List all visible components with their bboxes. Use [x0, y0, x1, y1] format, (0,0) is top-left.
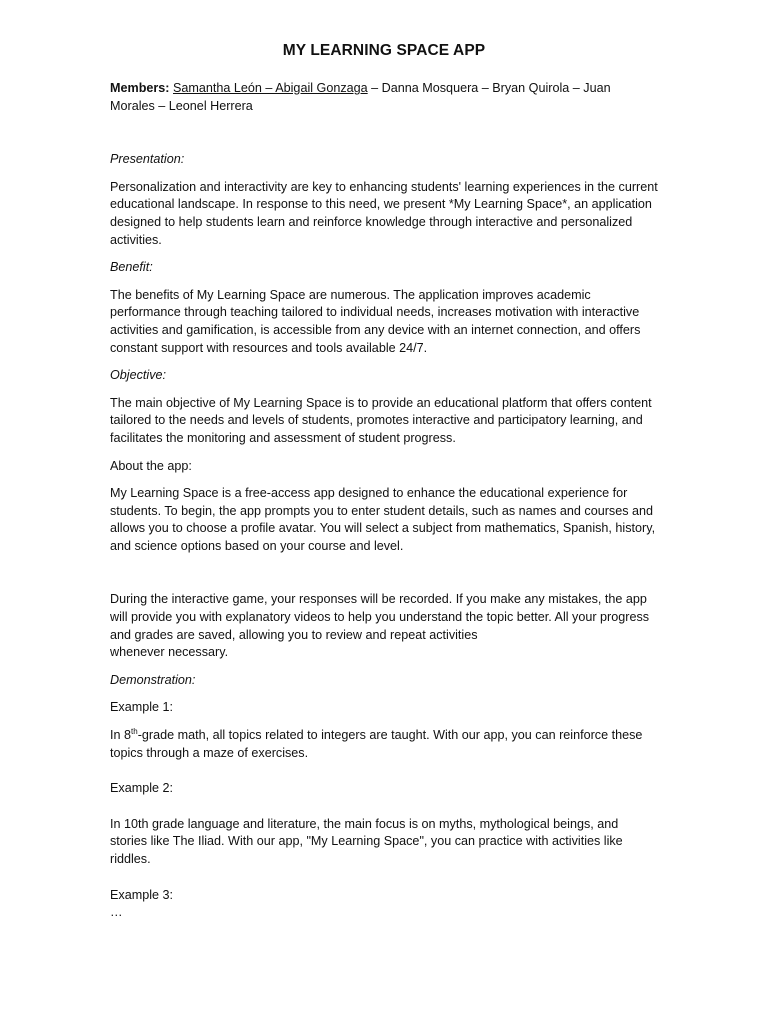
presentation-body: Personalization and interactivity are key to enhancing students' learning experiences in the current educational landscape. In response to this need, we present *My Learning Space*, an application designed to help students learn and reinforce knowledge through interactive and personalized activities. [110, 179, 658, 247]
about-body-2-line-1: During the interactive game, your responses will be recorded. If you make any mistakes, the app will provide you with explanatory videos to help you understand the topic better. All your progress and grades are saved, allowing you to review and repeat activities [110, 592, 650, 642]
members-other-names: – Danna Mosquera – Bryan Quirola – Juan Morales – Leonel Herrera [110, 81, 611, 113]
about-heading: About the app: [110, 458, 192, 473]
benefit-heading: Benefit: [110, 260, 153, 275]
example-1-label: Example 1: [110, 700, 173, 715]
example-2-label: Example 2: [110, 781, 173, 796]
document-page [110, 40, 658, 932]
example-1-post: -grade math, all topics related to integers are taught. With our app, you can reinforce these topics through a maze of exercises. [110, 728, 643, 760]
document-title: MY LEARNING SPACE APP [282, 42, 486, 59]
members-label: Members: [110, 81, 170, 95]
demonstration-heading: Demonstration: [110, 672, 196, 687]
example-1-sup: th [131, 726, 138, 736]
ellipsis: … [110, 905, 123, 920]
members-underlined-names: Samantha León – Abigail Gonzaga [173, 81, 368, 95]
about-body-1: My Learning Space is a free-access app designed to enhance the educational experience for students. To begin, the app prompts you to enter student details, such as names and courses and allows you to choose a profile avatar. You will select a subject from mathematics, Spanish, history, and science options based on your course and level. [110, 486, 656, 553]
example-3-label: Example 3: [110, 887, 173, 902]
example-2-body: In 10th grade language and literature, the main focus is on myths, mythological beings, and stories like The Iliad. With our app, "My Learning Space", you can practice with activities like riddles. [110, 816, 623, 866]
members-line [110, 80, 658, 115]
benefit-body: The benefits of My Learning Space are numerous. The application improves academic performance through teaching tailored to individual needs, increases motivation with interactive activities and gamification, is accessible from any device with an internet connection, and offers constant support with resources and tools available 24/7. [110, 287, 641, 355]
about-body-2-line-2: whenever necessary. [110, 645, 229, 660]
presentation-heading: Presentation: [110, 152, 185, 167]
objective-body: The main objective of My Learning Space is to provide an educational platform that offers content tailored to the needs and levels of students, promotes interactive and participatory learning, and facilitates the monitoring and assessment of student progress. [110, 395, 652, 445]
about-body-2 [110, 591, 658, 661]
example-1-pre: In 8 [110, 728, 132, 743]
example-1-body [110, 727, 658, 762]
objective-heading: Objective: [110, 368, 166, 383]
